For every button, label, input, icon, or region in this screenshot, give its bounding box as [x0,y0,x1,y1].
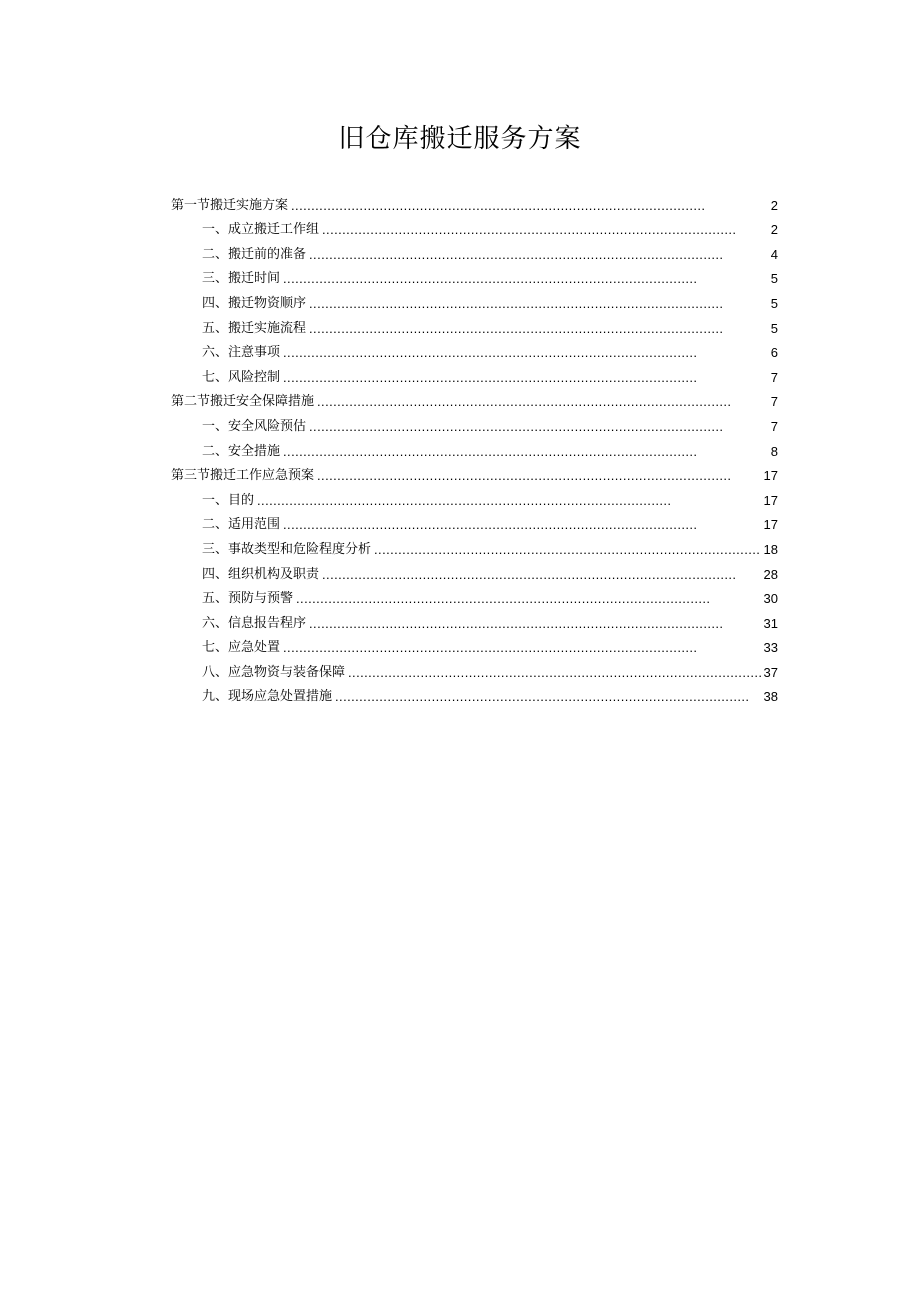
toc-dot-leader [322,221,768,239]
toc-entry-label: 三、搬迁时间 [202,271,281,287]
toc-page-number: 7 [770,394,778,410]
toc-dot-leader [374,541,761,559]
toc-dot-leader [296,590,761,608]
toc-page-number: 30 [763,591,778,607]
toc-entry[interactable] [171,633,778,658]
toc-entry[interactable] [171,559,778,584]
toc-dot-leader [309,615,761,633]
toc-entry-label: 二、安全措施 [202,443,281,459]
toc-entry[interactable] [171,510,778,535]
toc-dot-leader [283,443,768,461]
toc-entry[interactable] [171,584,778,609]
toc-entry[interactable] [171,264,778,289]
toc-dot-leader [309,246,768,264]
toc-entry[interactable] [171,657,778,682]
toc-dot-leader [348,664,761,682]
toc-page-number: 5 [770,271,778,287]
toc-entry-label: 七、风险控制 [202,369,281,385]
toc-page-number: 18 [763,541,778,557]
toc-entry-label: 五、搬迁实施流程 [202,320,307,336]
toc-entry-label: 七、应急处置 [202,640,281,656]
toc-entry[interactable] [171,239,778,264]
toc-entry[interactable] [171,215,778,240]
toc-entry-label: 一、成立搬迁工作组 [202,222,320,238]
toc-entry-label: 第三节搬迁工作应急预案 [171,468,315,484]
toc-dot-leader [309,320,768,338]
toc-entry[interactable] [171,485,778,510]
toc-entry[interactable] [171,608,778,633]
toc-dot-leader [317,393,768,411]
toc-entry[interactable] [171,387,778,412]
toc-entry-label: 九、现场应急处置措施 [202,689,333,705]
toc-page-number: 17 [763,517,778,533]
toc-dot-leader [291,197,768,215]
toc-page-number: 33 [763,640,778,656]
toc-page-number: 31 [763,615,778,631]
toc-page-number: 7 [770,369,778,385]
toc-page-number: 2 [770,222,778,238]
toc-dot-leader [309,418,768,436]
toc-entry[interactable] [171,190,778,215]
toc-entry[interactable] [171,288,778,313]
toc-page-number: 5 [770,320,778,336]
toc-entry-label: 四、组织机构及职责 [202,566,320,582]
toc-page-number: 38 [763,689,778,705]
toc-entry-label: 第一节搬迁实施方案 [171,197,289,213]
table-of-contents [171,190,778,706]
toc-page-number: 17 [763,468,778,484]
toc-entry[interactable] [171,313,778,338]
toc-entry[interactable] [171,461,778,486]
toc-entry-label: 第二节搬迁安全保障措施 [171,394,315,410]
toc-page-number: 7 [770,418,778,434]
document-title: 旧仓库搬迁服务方案 [338,124,582,154]
toc-entry[interactable] [171,411,778,436]
toc-entry[interactable] [171,338,778,363]
toc-page-number: 37 [763,664,778,680]
toc-dot-leader [309,295,768,313]
toc-entry-label: 一、安全风险预估 [202,418,307,434]
toc-dot-leader [283,516,761,534]
toc-entry[interactable] [171,436,778,461]
toc-entry-label: 八、应急物资与装备保障 [202,664,346,680]
toc-entry-label: 六、注意事项 [202,345,281,361]
toc-page-number: 5 [770,295,778,311]
toc-entry-label: 三、事故类型和危险程度分析 [202,541,372,557]
toc-dot-leader [335,688,761,706]
toc-page-number: 28 [763,566,778,582]
toc-entry-label: 四、搬迁物资顺序 [202,295,307,311]
toc-dot-leader [283,344,768,362]
toc-entry[interactable] [171,682,778,707]
toc-entry-label: 二、搬迁前的准备 [202,246,307,262]
toc-page-number: 4 [770,246,778,262]
toc-page-number: 2 [770,197,778,213]
toc-entry[interactable] [171,362,778,387]
toc-dot-leader [283,369,768,387]
toc-page-number: 8 [770,443,778,459]
toc-entry-label: 五、预防与预警 [202,591,294,607]
toc-entry-label: 六、信息报告程序 [202,615,307,631]
toc-dot-leader [322,566,761,584]
toc-dot-leader [283,270,768,288]
toc-page-number: 17 [763,492,778,508]
toc-dot-leader [317,467,761,485]
toc-entry[interactable] [171,534,778,559]
toc-dot-leader [283,639,761,657]
toc-page-number: 6 [770,345,778,361]
toc-dot-leader [257,492,761,510]
toc-entry-label: 一、目的 [202,492,255,508]
toc-entry-label: 二、适用范围 [202,517,281,533]
